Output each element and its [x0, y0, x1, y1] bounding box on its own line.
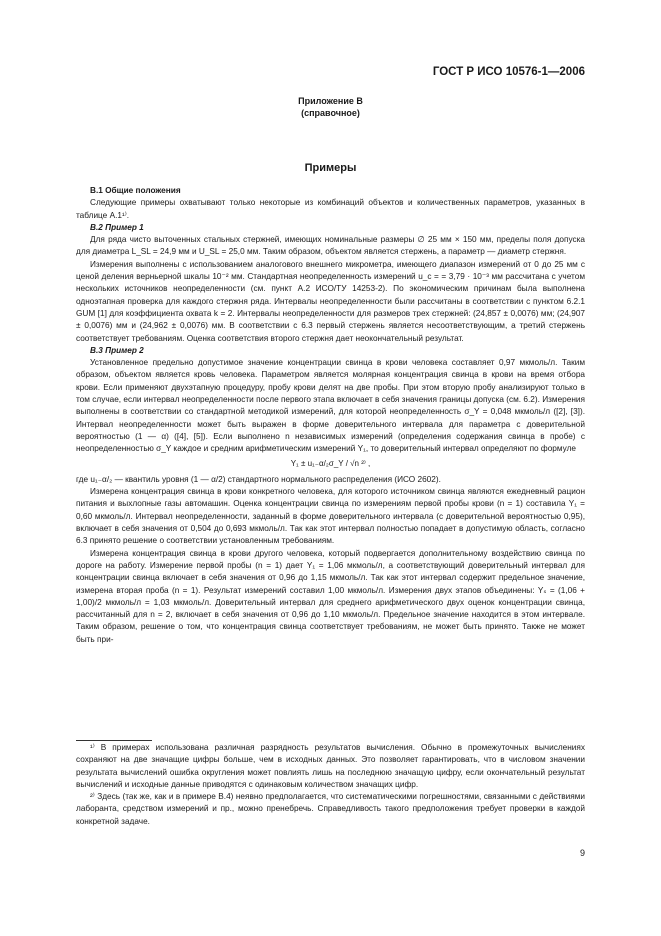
paragraph: Для ряда чисто выточенных стальных стержней, имеющих номинальные размеры ∅ 25 мм × 150 мм, пределы поля допуска для диаметра L_SL = 24,9 мм и U_SL = 25,0 мм. Таким образом, объектом является стержень, а параметр — диаметр стержня.	[76, 235, 585, 257]
example-2-title: B.3 Пример 2	[90, 345, 144, 355]
paragraph: Измерена концентрация свинца в крови конкретного человека, для которого источником свинца являются ежедневный рацион питания и выхлопные газы автомашин. Оценка концентрации свинца по измерениям первой пробы крови (n = 1) составила Y₁ = 0,60 мкмоль/л. Интервал неопределенности, заданный в форме доверительного интервала (с доверительной вероятностью 0,95), включает в себя значения от 0,504 до 0,693 мкмоль/л. Так как этот интервал полностью попадает в допустимую область, согласно 6.3 принято решение о соответствии установленным требованиям.	[76, 487, 585, 546]
paragraph: Измерения выполнены с использованием аналогового внешнего микрометра, имеющего диапазон измерений от 0 до 25 мм с ценой деления верньерной шкалы 10⁻² мм. Стандартная неопределенность измерений u_c = = 3,79 · 10⁻³ мм рассчитана с учетом нескольких источников неопределенности (см. пункт A.2 ИСО/ТУ 14253-2). По экономическим причинам была выполнена одноэтапная проверка для каждого стержня ряда. Интервалы неопределенности были рассчитаны в соответствии с пунктом 6.2.1 GUM [1] для коэффициента охвата k = 2. Интервалы неопределенности для размеров трех стержней: (24,857 ± 0,0076) мм; (24,907 ± 0,0076) мм и (24,962 ± 0,0076) мм. В соответствии с 6.3 первый стержень является несоответствующим, а третий стержень соответствует требованиям. Оценка соответствия второго стержня дает неокончательный результат.	[76, 259, 585, 343]
footnote-divider	[76, 740, 152, 741]
example-1-title: B.2 Пример 1	[90, 222, 144, 232]
body-text-upper	[76, 185, 585, 646]
paragraph: Измерена концентрация свинца в крови другого человека, который подвергается дополнительному воздействию свинца по дороге на работу. Измерение первой пробы (n = 1) дает Y₁ = 1,06 мкмоль/л, а соответствующий доверительный интервал для концентрации свинца включает в себя значения от 0,96 до 1,15 мкмоль/л. Так как этот интервал содержит предельное значение, измерена вторая проба (n = 1). Результат измерений составил 1,00 мкмоль/л. Измерения двух этапов объединены: Yₛ = (1,06 + 1,00)/2 мкмоль/л = 1,03 мкмоль/л. Доверительный интервал для среднего арифметического двух оценок концентрации свинца, рассчитанный для n = 2, включает в себя значения от 0,96 до 1,10 мкмоль/л. Предельное значение находится в этом интервале. Таким образом, решение о том, что концентрация свинца соответствует требованиям, не может быть принято. Также не может быть при-	[76, 548, 585, 644]
appendix-subtitle: (справочное)	[301, 108, 360, 118]
footnotes	[76, 742, 585, 828]
paragraph: Установленное предельно допустимое значение концентрации свинца в крови человека составляет 0,97 мкмоль/л. Таким образом, объектом является кровь человека. Параметром является молярная концентрация свинца в крови на время отбора крови. Если применяют двухэтапную процедуру, пробу крови делят на две пробы. При этом вторую пробу анализируют только в том случае, если интервал неопределенности после первого этапа включает в себя значения границы допуска (см. 6.2). Измерения выполнены в соответствии со стандартной методикой измерений, для которой неопределенность σ_Y = 0,048 мкмоль/л ([2], [3]). Интервал неопределенности может быть выражен в форме доверительного интервала для параметра с доверительной вероятностью (1 — α) ([4], [5]). Если выполнено n независимых измерений (определения содержания свинца в пробе) с неопределенностью σ_Y каждое и средним арифметическим измерений Y₁, то доверительный интервал определяют по формуле	[76, 358, 585, 454]
page-number: 9	[579, 848, 585, 858]
footnote-1: ¹⁾ В примерах использована различная разрядность результатов вычисления. Обычно в промежуточных вычислениях сохраняют на две значащие цифры больше, чем в исходных данных. Это позволяет гарантировать, что в числовом значении результата вычислений ошибка округления может повлиять лишь на последнюю значащую цифру, если окончательный результат вычислений и исходные данные приводятся с одинаковым количеством значащих цифр.	[76, 743, 585, 789]
standard-designation: ГОСТ Р ИСО 10576-1—2006	[432, 66, 585, 78]
confidence-interval-formula: Y₁ ± u₁₋α/₂σ_Y / √n ²⁾ ,	[290, 458, 371, 468]
section-b1-title: B.1 Общие положения	[90, 186, 181, 195]
section-heading: Примеры	[304, 162, 357, 174]
paragraph: Следующие примеры охватывают только некоторые из комбинаций объектов и количественных параметров, указанных в таблице A.1¹⁾.	[76, 198, 585, 220]
footnote-2: ²⁾ Здесь (так же, как и в примере B.4) неявно предполагается, что систематическими погрешностями, связанными с действиями лаборанта, средством измерений и пр., можно пренебречь. Справедливость такого предположения требует проверки в каждой конкретной задаче.	[76, 792, 585, 826]
appendix-title: Приложение B	[298, 96, 363, 106]
paragraph: где u₁₋α/₂ — квантиль уровня (1 — α/2) стандартного нормального распределения (ИСО 2602).	[76, 474, 441, 484]
